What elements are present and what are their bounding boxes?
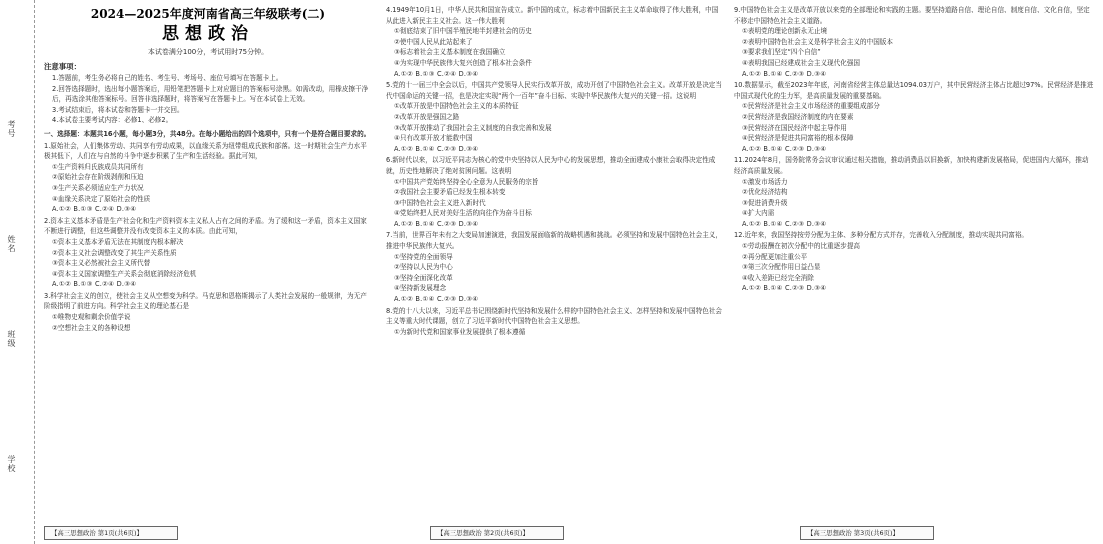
- page-footer: 【高三思想政治 第1页(共6页)】: [44, 526, 178, 540]
- question-stem: 4.1949年10月1日，中华人民共和国宣告成立。新中国的成立，标志着中国新民主主义革命取得了伟大胜利，中国从此进入新民主主义社会。这一伟大胜利: [386, 6, 719, 25]
- binding-label-school: 学校: [7, 455, 16, 473]
- question-option: ④只有改革开放才能救中国: [394, 134, 473, 143]
- question: [44, 291, 372, 333]
- question-option: ①生产资料归氏族成员共同所有: [52, 162, 144, 171]
- question-option: ③生产关系必须适应生产力状况: [52, 183, 144, 192]
- answer-choices: A.①② B.①③ C.②④ D.③④: [394, 69, 479, 78]
- question-option: ①资本主义基本矛盾无法在其制度内根本解决: [52, 237, 184, 246]
- answer-choices: A.①② B.①③ C.②④ D.③④: [52, 205, 137, 214]
- answer-choices: A.①② B.①④ C.②③ D.③④: [394, 219, 479, 228]
- question-option: ④民营经济是促进共同富裕的根本保障: [742, 134, 854, 143]
- answer-choices: A.①② B.①④ C.②③ D.③④: [742, 219, 827, 228]
- question-stem: 12.近年来，我国坚持按劳分配为主体、多种分配方式并存，完善收入分配制度，推动实现共同富裕。: [734, 231, 1029, 240]
- question-option: ③要求我们坚定“四个自信”: [742, 48, 821, 57]
- question-stem: 8.党的十八大以来，习近平总书记围绕新时代坚持和发展什么样的中国特色社会主义、怎样坚持和发展中国特色社会主义等重大时代课题，创立了习近平新时代中国特色社会主义思想。: [386, 306, 722, 326]
- question: [386, 80, 722, 154]
- question: [734, 80, 1094, 154]
- answer-choices: A.①② B.①④ C.②③ D.③④: [394, 295, 479, 304]
- question: [386, 155, 722, 229]
- question-option: ①劳动报酬在初次分配中的比重逐步提高: [742, 242, 861, 251]
- question: [386, 230, 722, 304]
- page-footer: 【高三思想政治 第3页(共6页)】: [800, 526, 934, 540]
- question-stem: 9.中国特色社会主义是改革开放以来党的全部理论和实践的主题。要坚持道路自信、理论自信、制度自信、文化自信，坚定不移走中国特色社会主义道路。: [734, 6, 1090, 25]
- binding-label-class: 班级: [7, 330, 16, 348]
- binding-strip: [0, 0, 35, 544]
- question-stem: 3.科学社会主义的创立，使社会主义从空想变为科学。马克思和恩格斯揭示了人类社会发展的一般规律，为无产阶级指明了前进方向。科学社会主义的理论基石是: [44, 291, 367, 311]
- question: [386, 5, 722, 79]
- question-stem: 2.资本主义基本矛盾是生产社会化和生产资料资本主义私人占有之间的矛盾。为了缓和这一矛盾，资本主义国家不断进行调整，但这些调整并没有改变资本主义的本质。由此可知，: [44, 216, 367, 236]
- question-option: ②优化经济结构: [742, 188, 788, 197]
- section-heading: 一、选择题：本题共16小题，每小题3分，共48分。在每小题给出的四个选项中，只有一个是符合题目要求的。: [44, 129, 371, 138]
- binding-label-exam-number: 考号: [7, 120, 16, 138]
- question-option: ③坚持全面深化改革: [394, 273, 453, 282]
- question-stem: 5.党的十一届三中全会以后，中国共产党领导人民实行改革开放，成功开创了中国特色社会主义。改革开放是决定当代中国命运的关键一招，也是决定实现“两个一百年”奋斗目标、实现中华民族伟大复兴的关键一招。这说明: [386, 81, 722, 100]
- question-stem: 6.新时代以来，以习近平同志为核心的党中央坚持以人民为中心的发展思想，推动全面建成小康社会取得决定性成就，历史性地解决了绝对贫困问题。这表明: [386, 156, 716, 175]
- question-option: ①激发市场活力: [742, 177, 788, 186]
- question-stem: 7.当前，世界百年未有之大变局加速演进，我国发展面临新的战略机遇和挑战。必须坚持和发展中国特色社会主义，推进中华民族伟大复兴。: [386, 231, 722, 251]
- question-option: ①彻底结束了旧中国半殖民地半封建社会的历史: [394, 27, 532, 36]
- question-stem: 11.2024年8月，国务院常务会议审议通过相关措施，推动消费品以旧换新，加快构建新发展格局，促进国内大循环，推动经济高质量发展。: [734, 156, 1089, 175]
- question-option: ④党始终把人民对美好生活的向往作为奋斗目标: [394, 209, 532, 218]
- answer-choices: A.①② B.①④ C.②③ D.③④: [394, 144, 479, 153]
- notice-item: 4.本试卷主要考试内容：必修1、必修2。: [52, 116, 173, 125]
- question-option: ④收入差距已经完全消除: [742, 273, 814, 282]
- answer-choices: A.①② B.①④ C.②③ D.③④: [742, 144, 827, 153]
- question-option: ②使中国人民从此站起来了: [394, 37, 473, 46]
- answer-choices: A.①② B.①③ C.②④ D.③④: [52, 280, 137, 289]
- question-option: ③改革开放推动了我国社会主义制度的自我完善和发展: [394, 123, 552, 132]
- question-option: ③中国特色社会主义进入新时代: [394, 198, 486, 207]
- exam-title: 2024—2025年度河南省高三年级联考(二): [90, 7, 326, 21]
- question-option: ②原始社会存在阶级剥削和压迫: [52, 173, 144, 182]
- question-option: ①坚持党的全面领导: [394, 252, 453, 261]
- notice-item: 2.回答选择题时，选出每小题答案后，用铅笔把答题卡上对应题目的答案标号涂黑。如需改动，用橡皮擦干净后，再选涂其他答案标号。回答非选择题时，将答案写在答题卡上。写在本试卷上无效。: [52, 84, 369, 104]
- column-3: [734, 4, 1094, 526]
- question-option: ③促进消费升级: [742, 198, 788, 207]
- question-option: ①表明党的理论创新永无止境: [742, 27, 828, 36]
- question-option: ②民营经济是我国经济制度的内在要素: [742, 112, 854, 121]
- notice-item: 3.考试结束后，将本试卷和答题卡一并交回。: [52, 105, 184, 114]
- answer-choices: A.①② B.①④ C.②③ D.③④: [742, 284, 827, 293]
- answer-choices: A.①② B.①④ C.②③ D.③④: [742, 69, 827, 78]
- question: [734, 5, 1094, 79]
- question-option: ④资本主义国家调整生产关系会彻底消除经济危机: [52, 269, 197, 278]
- question-option: ①中国共产党始终坚持全心全意为人民服务的宗旨: [394, 177, 539, 186]
- notice-item: 1.答题前，考生务必将自己的姓名、考生号、考场号、座位号填写在答题卡上。: [52, 74, 283, 82]
- question: [734, 155, 1094, 229]
- notice-heading: 注意事项：: [44, 62, 81, 71]
- page-footer: 【高三思想政治 第2页(共6页)】: [430, 526, 564, 540]
- question: [44, 141, 372, 215]
- binding-label-name: 姓名: [7, 235, 16, 253]
- question-option: ②我国社会主要矛盾已经发生根本转变: [394, 188, 506, 197]
- question-option: ③民营经济在国民经济中起主导作用: [742, 123, 847, 132]
- question: [44, 216, 372, 290]
- question-option: ①改革开放是中国特色社会主义的本质特征: [394, 102, 519, 111]
- question-option: ④为实现中华民族伟大复兴创造了根本社会条件: [394, 58, 532, 67]
- question-option: ④血缘关系决定了原始社会的性质: [52, 194, 151, 203]
- question-option: ④表明我国已经建成社会主义现代化强国: [742, 58, 861, 67]
- question-option: ①为新时代党和国家事业发展提供了根本遵循: [394, 327, 526, 336]
- subject-title: 思想政治: [162, 24, 254, 44]
- column-1: [44, 4, 372, 526]
- question-option: ②资本主义社会调整改变了其生产关系性质: [52, 248, 177, 257]
- question-option: ③第三次分配作用日益凸显: [742, 263, 821, 272]
- question-option: ④坚持新发展理念: [394, 284, 447, 293]
- question-option: ②坚持以人民为中心: [394, 263, 453, 272]
- column-2: [386, 4, 722, 526]
- question-option: ②再分配更加注重公平: [742, 252, 808, 261]
- question-option: ②改革开放是强国之路: [394, 112, 460, 121]
- question-option: ③资本主义必然被社会主义所代替: [52, 259, 151, 268]
- question-option: ②表明中国特色社会主义是科学社会主义的中国版本: [742, 37, 893, 46]
- question-option: ①唯物史观和剩余价值学说: [52, 313, 131, 322]
- question-option: ④扩大内需: [742, 209, 775, 218]
- question-option: ③标志着社会主义基本制度在我国确立: [394, 48, 506, 57]
- question-option: ②空想社会主义的各种设想: [52, 323, 131, 332]
- question: [734, 230, 1094, 294]
- question-stem: 10.数据显示，截至2023年年底，河南省经营主体总量达1094.03万户，其中民营经济主体占比超过97%。民营经济是推进中国式现代化的生力军，是高质量发展的重要基础。: [734, 81, 1094, 100]
- question-option: ①民营经济是社会主义市场经济的重要组成部分: [742, 102, 880, 111]
- question-stem: 1.原始社会，人们集体劳动、共同享有劳动成果，以血缘关系为纽带组成氏族和部落。这一时期社会生产力水平极其低下，人们在与自然的斗争中逐步积累了生产和生活经验。据此可知，: [44, 141, 367, 161]
- exam-info: 本试卷满分100分，考试用时75分钟。: [147, 48, 269, 56]
- question: [386, 306, 722, 338]
